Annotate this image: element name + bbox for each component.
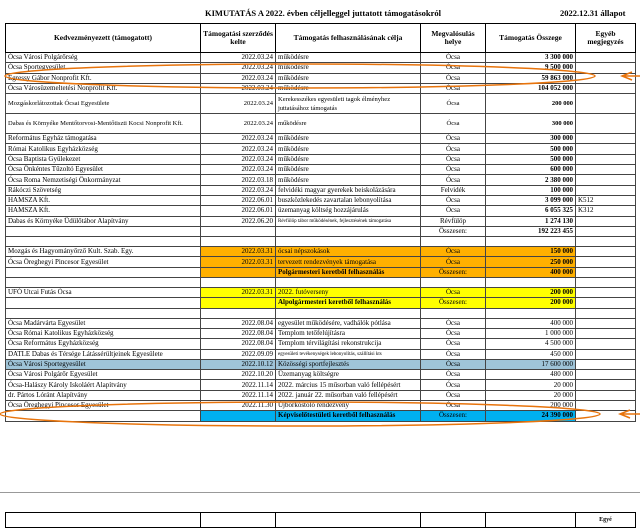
cell-purpose: ócsai népszokások bbox=[276, 247, 421, 257]
cell-place: Ócsa bbox=[421, 401, 486, 411]
cell-contract-date: 2022.03.24 bbox=[201, 73, 276, 83]
cell-purpose: Templom tetőfelújításra bbox=[276, 328, 421, 338]
cell-amount: 480 000 bbox=[486, 370, 576, 380]
cell-purpose: működésre bbox=[276, 144, 421, 154]
cell-purpose: működésre bbox=[276, 165, 421, 175]
cell-place: Ócsa bbox=[421, 114, 486, 134]
cell-contract-date: 2022.06.01 bbox=[201, 195, 276, 205]
total-amount: 400 000 bbox=[486, 267, 576, 277]
cell-purpose: Révfülöp tábor működésének, fejlesztésének támogatása bbox=[276, 216, 421, 226]
cell-contract-date: 2022.03.24 bbox=[201, 114, 276, 134]
cell-contract-date: 2022.03.24 bbox=[201, 134, 276, 144]
cell-note bbox=[576, 144, 636, 154]
cell-note bbox=[576, 114, 636, 134]
blank-cell bbox=[6, 237, 201, 247]
table-row bbox=[6, 165, 636, 175]
cell-place: Ócsa bbox=[421, 195, 486, 205]
cell-purpose: működésre bbox=[276, 114, 421, 134]
total-label bbox=[276, 226, 421, 236]
grants-table bbox=[5, 23, 636, 422]
cell-contract-date: 2022.10.12 bbox=[201, 359, 276, 369]
cell-contract-date: 2022.08.04 bbox=[201, 328, 276, 338]
cell-note bbox=[576, 175, 636, 185]
cell-amount: 9 500 000 bbox=[486, 63, 576, 73]
cell-beneficiary: Ócsa Városi Polgárőr Egyesület bbox=[6, 370, 201, 380]
cell-purpose: buszközlekedés zavartalan lebonyolítása bbox=[276, 195, 421, 205]
cell-beneficiary: Ócsa Városi Sportegyesület bbox=[6, 359, 201, 369]
cell-purpose: működésre bbox=[276, 53, 421, 63]
cell-amount: 20 000 bbox=[486, 380, 576, 390]
total-amount: 200 000 bbox=[486, 298, 576, 308]
blank-cell bbox=[421, 237, 486, 247]
table-row bbox=[6, 401, 636, 411]
cell-contract-date: 2022.03.24 bbox=[201, 53, 276, 63]
table-row bbox=[6, 370, 636, 380]
cell-amount: 59 863 000 bbox=[486, 73, 576, 83]
cell-amount: 20 000 bbox=[486, 390, 576, 400]
cell-purpose: működésre bbox=[276, 154, 421, 164]
cell-purpose: üzemanyag költség hozzájárulás bbox=[276, 206, 421, 216]
blank-cell bbox=[201, 278, 276, 288]
cell-contract-date: 2022.11.30 bbox=[201, 401, 276, 411]
total-row bbox=[6, 298, 636, 308]
table-row bbox=[6, 247, 636, 257]
cell-amount: 3 300 000 bbox=[486, 53, 576, 63]
cell-amount: 1 000 000 bbox=[486, 328, 576, 338]
cell-purpose: működésre bbox=[276, 73, 421, 83]
cell-place: Ócsa bbox=[421, 349, 486, 359]
cell-contract-date: 2022.08.04 bbox=[201, 318, 276, 328]
table-row bbox=[6, 83, 636, 93]
total-label: Képviselőtestületi keretből felhasználás bbox=[276, 411, 421, 421]
blank-cell bbox=[276, 308, 421, 318]
cell-purpose: Templom térvilágítási rekonstrukcija bbox=[276, 339, 421, 349]
blank-cell bbox=[576, 308, 636, 318]
header-beneficiary: Kedvezményezett (támogatott) bbox=[6, 24, 201, 53]
cell-place: Révfülöp bbox=[421, 216, 486, 226]
cell-purpose: egyesület működésére, vadhálók pótlása bbox=[276, 318, 421, 328]
document-date: 2022.12.31 állapot bbox=[560, 8, 626, 18]
blank-row bbox=[6, 308, 636, 318]
cell-note bbox=[576, 53, 636, 63]
cell-purpose: Újborkóstoló rendezvény bbox=[276, 401, 421, 411]
total-row bbox=[6, 411, 636, 421]
cell-contract-date: 2022.08.04 bbox=[201, 339, 276, 349]
cell-purpose: Közösségi sportfejlesztés bbox=[276, 359, 421, 369]
cell-contract-date: 2022.03.18 bbox=[201, 175, 276, 185]
cell-beneficiary: HAMSZA Kft. bbox=[6, 206, 201, 216]
cell-beneficiary: Dabas és Környéke Mentőtorvosi-Mentőtiszti Kocsi Nonprofit Kft. bbox=[6, 114, 201, 134]
cell-place: Ócsa bbox=[421, 318, 486, 328]
cell-amount: 1 274 130 bbox=[486, 216, 576, 226]
table-row bbox=[6, 144, 636, 154]
blank-cell bbox=[486, 308, 576, 318]
table-row bbox=[6, 53, 636, 63]
cell-purpose: Üzemanyag költségre bbox=[276, 370, 421, 380]
cell-amount: 104 052 000 bbox=[486, 83, 576, 93]
total-label: Polgármesteri keretből felhasználás bbox=[276, 267, 421, 277]
cell-place: Ócsa bbox=[421, 134, 486, 144]
cell-place: Ócsa bbox=[421, 165, 486, 175]
total-sum-label: Összesen: bbox=[421, 226, 486, 236]
table-row bbox=[6, 288, 636, 298]
cell-purpose: 2022. március 15 műsorban való fellépésért bbox=[276, 380, 421, 390]
cell-purpose: 2022. január 22. műsorban való fellépésért bbox=[276, 390, 421, 400]
cell-amount: 6 055 325 bbox=[486, 206, 576, 216]
cell-beneficiary: dr. Pártos Lóránt Alapítvány bbox=[6, 390, 201, 400]
cell-place: Ócsa bbox=[421, 83, 486, 93]
cell-note bbox=[576, 359, 636, 369]
cell-note bbox=[576, 185, 636, 195]
cell-contract-date: 2022.10.20 bbox=[201, 370, 276, 380]
cell-beneficiary: HAMSZA Kft. bbox=[6, 195, 201, 205]
cell-beneficiary: Ócsa Református Egyházközség bbox=[6, 339, 201, 349]
cell-beneficiary: Ócsa Roma Nemzetiségi Önkormányzat bbox=[6, 175, 201, 185]
cell-contract-date: 2022.03.31 bbox=[201, 257, 276, 267]
cell-beneficiary: Református Egyház támogatása bbox=[6, 134, 201, 144]
table-row bbox=[6, 328, 636, 338]
cell-contract-date: 2022.03.24 bbox=[201, 94, 276, 114]
cell-beneficiary: Ócsa Római Katolikus Egyházközség bbox=[6, 328, 201, 338]
table-row bbox=[6, 94, 636, 114]
cell-beneficiary: UFÓ Utcai Futás Ócsa bbox=[6, 288, 201, 298]
cell-place: Ócsa bbox=[421, 63, 486, 73]
cell-purpose: működésre bbox=[276, 134, 421, 144]
cell-place: Felvidék bbox=[421, 185, 486, 195]
cell-beneficiary: Ócsa-Halászy Károly Iskoláért Alapítvány bbox=[6, 380, 201, 390]
total-empty bbox=[201, 226, 276, 236]
cell-note: K312 bbox=[576, 206, 636, 216]
blank-cell bbox=[6, 308, 201, 318]
cell-note bbox=[576, 318, 636, 328]
cell-note bbox=[576, 154, 636, 164]
cell-amount: 100 000 bbox=[486, 185, 576, 195]
blank-cell bbox=[276, 237, 421, 247]
cell-note bbox=[576, 401, 636, 411]
cell-amount: 300 000 bbox=[486, 114, 576, 134]
cell-amount: 200 000 bbox=[486, 401, 576, 411]
blank-cell bbox=[486, 278, 576, 288]
blank-cell bbox=[421, 308, 486, 318]
table-row bbox=[6, 339, 636, 349]
cell-contract-date: 2022.03.24 bbox=[201, 83, 276, 93]
cell-contract-date: 2022.09.09 bbox=[201, 349, 276, 359]
total-empty bbox=[576, 411, 636, 421]
cell-note bbox=[576, 328, 636, 338]
blank-cell bbox=[201, 308, 276, 318]
blank-cell bbox=[421, 278, 486, 288]
cell-place: Ócsa bbox=[421, 73, 486, 83]
cell-beneficiary: Ócsa Városüzemeltetési Nonprofit Kft. bbox=[6, 83, 201, 93]
cell-place: Ócsa bbox=[421, 94, 486, 114]
cell-note bbox=[576, 339, 636, 349]
cell-note bbox=[576, 63, 636, 73]
cell-beneficiary: Ócsa Baptista Gyülekezet bbox=[6, 154, 201, 164]
cell-amount: 17 600 000 bbox=[486, 359, 576, 369]
cell-beneficiary: Rákóczi Szövetség bbox=[6, 185, 201, 195]
table-row bbox=[6, 216, 636, 226]
cell-purpose: 2022. futóverseny bbox=[276, 288, 421, 298]
total-empty bbox=[201, 267, 276, 277]
blank-cell bbox=[576, 237, 636, 247]
total-empty bbox=[201, 411, 276, 421]
total-row bbox=[6, 267, 636, 277]
cell-note bbox=[576, 216, 636, 226]
cell-amount: 200 000 bbox=[486, 94, 576, 114]
table-row bbox=[6, 380, 636, 390]
cell-contract-date: 2022.03.24 bbox=[201, 154, 276, 164]
blank-row bbox=[6, 278, 636, 288]
next-page-note-header: Egyé bbox=[576, 513, 636, 528]
cell-beneficiary: Ócsa Sportegyesület bbox=[6, 63, 201, 73]
table-row bbox=[6, 134, 636, 144]
cell-beneficiary: Ócsa Öreghegyi Pincesor Egyesület bbox=[6, 401, 201, 411]
cell-note bbox=[576, 165, 636, 175]
cell-amount: 500 000 bbox=[486, 144, 576, 154]
total-sum-label: Összesen: bbox=[421, 267, 486, 277]
cell-purpose: működésre bbox=[276, 83, 421, 93]
cell-place: Ócsa bbox=[421, 328, 486, 338]
cell-place: Ócsa bbox=[421, 53, 486, 63]
table-row bbox=[6, 195, 636, 205]
blank-cell bbox=[486, 237, 576, 247]
table-row bbox=[6, 318, 636, 328]
cell-beneficiary: Ócsa Öreghegyi Pincesor Egyesület bbox=[6, 257, 201, 267]
cell-note bbox=[576, 247, 636, 257]
cell-place: Ócsa bbox=[421, 206, 486, 216]
cell-note bbox=[576, 390, 636, 400]
cell-place: Ócsa bbox=[421, 247, 486, 257]
cell-amount: 2 380 000 bbox=[486, 175, 576, 185]
cell-contract-date: 2022.03.24 bbox=[201, 185, 276, 195]
header-purpose: Támogatás felhasználásának célja bbox=[276, 24, 421, 53]
cell-purpose: tervezett rendezvények támogatása bbox=[276, 257, 421, 267]
header-amount: Támogatás Összege bbox=[486, 24, 576, 53]
table-row bbox=[6, 114, 636, 134]
cell-beneficiary: DATLE Dabas és Térsége Látássérültjeinek Egyesülete bbox=[6, 349, 201, 359]
total-empty bbox=[6, 411, 201, 421]
cell-amount: 600 000 bbox=[486, 165, 576, 175]
cell-note bbox=[576, 288, 636, 298]
cell-contract-date: 2022.11.14 bbox=[201, 390, 276, 400]
next-page-table bbox=[5, 512, 636, 528]
total-empty bbox=[6, 298, 201, 308]
table-row bbox=[6, 175, 636, 185]
cell-note bbox=[576, 349, 636, 359]
cell-place: Ócsa bbox=[421, 154, 486, 164]
cell-amount: 200 000 bbox=[486, 288, 576, 298]
page-break bbox=[0, 492, 640, 493]
table-row bbox=[6, 390, 636, 400]
cell-purpose: Kerekesszékes egyesületi tagok élményhez juttatásához támogatás bbox=[276, 94, 421, 114]
table-row bbox=[6, 63, 636, 73]
cell-contract-date: 2022.03.24 bbox=[201, 144, 276, 154]
blank-cell bbox=[6, 278, 201, 288]
cell-amount: 300 000 bbox=[486, 134, 576, 144]
table-row bbox=[6, 206, 636, 216]
cell-place: Ócsa bbox=[421, 380, 486, 390]
cell-purpose: működésre bbox=[276, 175, 421, 185]
cell-note bbox=[576, 83, 636, 93]
total-empty bbox=[6, 267, 201, 277]
cell-amount: 500 000 bbox=[486, 154, 576, 164]
cell-note bbox=[576, 380, 636, 390]
header-row bbox=[6, 24, 636, 53]
total-label: Alpolgármesteri keretből felhasználás bbox=[276, 298, 421, 308]
cell-amount: 3 099 000 bbox=[486, 195, 576, 205]
cell-beneficiary: Mozgáskorlátozottak Ócsai Egyesülete bbox=[6, 94, 201, 114]
total-amount: 24 390 000 bbox=[486, 411, 576, 421]
table-row bbox=[6, 154, 636, 164]
cell-beneficiary: Dabas és Környéke Üdülőtábor Alapítvány bbox=[6, 216, 201, 226]
header-place: Megvalósulás helye bbox=[421, 24, 486, 53]
cell-note bbox=[576, 370, 636, 380]
cell-beneficiary: Mozgás és Hagyományőrző Kult. Szab. Egy. bbox=[6, 247, 201, 257]
cell-purpose: felvidéki magyar gyerekek beiskolázására bbox=[276, 185, 421, 195]
cell-beneficiary: Ócsa Önkéntes Tűzoltó Egyesület bbox=[6, 165, 201, 175]
total-sum-label: Összesen: bbox=[421, 298, 486, 308]
cell-place: Ócsa bbox=[421, 359, 486, 369]
cell-purpose: egyesületi tevékenységek lebonyolítás, szállítási kts bbox=[276, 349, 421, 359]
cell-contract-date: 2022.03.31 bbox=[201, 247, 276, 257]
table-row bbox=[6, 359, 636, 369]
header-contract-date: Támogatási szerződés kelte bbox=[201, 24, 276, 53]
cell-amount: 450 000 bbox=[486, 349, 576, 359]
table-row bbox=[6, 185, 636, 195]
cell-place: Ócsa bbox=[421, 288, 486, 298]
blank-cell bbox=[201, 237, 276, 247]
cell-beneficiary: Ócsa Városi Polgárőrség bbox=[6, 53, 201, 63]
cell-place: Ócsa bbox=[421, 257, 486, 267]
cell-purpose: működésre bbox=[276, 63, 421, 73]
header-note: Egyéb megjegyzés bbox=[576, 24, 636, 53]
cell-amount: 400 000 bbox=[486, 318, 576, 328]
blank-cell bbox=[276, 278, 421, 288]
cell-contract-date: 2022.03.24 bbox=[201, 63, 276, 73]
cell-contract-date: 2022.06.01 bbox=[201, 206, 276, 216]
total-empty bbox=[576, 267, 636, 277]
cell-beneficiary: Római Katolikus Egyházközség bbox=[6, 144, 201, 154]
cell-place: Ócsa bbox=[421, 339, 486, 349]
table-row bbox=[6, 349, 636, 359]
total-empty bbox=[201, 298, 276, 308]
cell-place: Ócsa bbox=[421, 370, 486, 380]
cell-place: Ócsa bbox=[421, 144, 486, 154]
blank-row bbox=[6, 237, 636, 247]
cell-amount: 150 000 bbox=[486, 247, 576, 257]
cell-note bbox=[576, 134, 636, 144]
cell-place: Ócsa bbox=[421, 175, 486, 185]
total-empty bbox=[576, 298, 636, 308]
cell-amount: 250 000 bbox=[486, 257, 576, 267]
cell-contract-date: 2022.11.14 bbox=[201, 380, 276, 390]
cell-amount: 4 500 000 bbox=[486, 339, 576, 349]
cell-note: K512 bbox=[576, 195, 636, 205]
cell-place: Ócsa bbox=[421, 390, 486, 400]
cell-beneficiary: Egressy Gábor Nonprofit Kft. bbox=[6, 73, 201, 83]
total-row bbox=[6, 226, 636, 236]
cell-contract-date: 2022.03.24 bbox=[201, 165, 276, 175]
total-empty bbox=[576, 226, 636, 236]
cell-beneficiary: Ócsa Madárvárta Egyesület bbox=[6, 318, 201, 328]
table-row bbox=[6, 73, 636, 83]
cell-contract-date: 2022.03.31 bbox=[201, 288, 276, 298]
cell-note bbox=[576, 73, 636, 83]
document-title: KIMUTATÁS A 2022. évben céljelleggel juttatott támogatásokról bbox=[205, 8, 441, 18]
total-sum-label: Összesen: bbox=[421, 411, 486, 421]
cell-note bbox=[576, 94, 636, 114]
total-amount: 192 223 455 bbox=[486, 226, 576, 236]
cell-note bbox=[576, 257, 636, 267]
cell-contract-date: 2022.06.20 bbox=[201, 216, 276, 226]
total-empty bbox=[6, 226, 201, 236]
blank-cell bbox=[576, 278, 636, 288]
table-row bbox=[6, 257, 636, 267]
